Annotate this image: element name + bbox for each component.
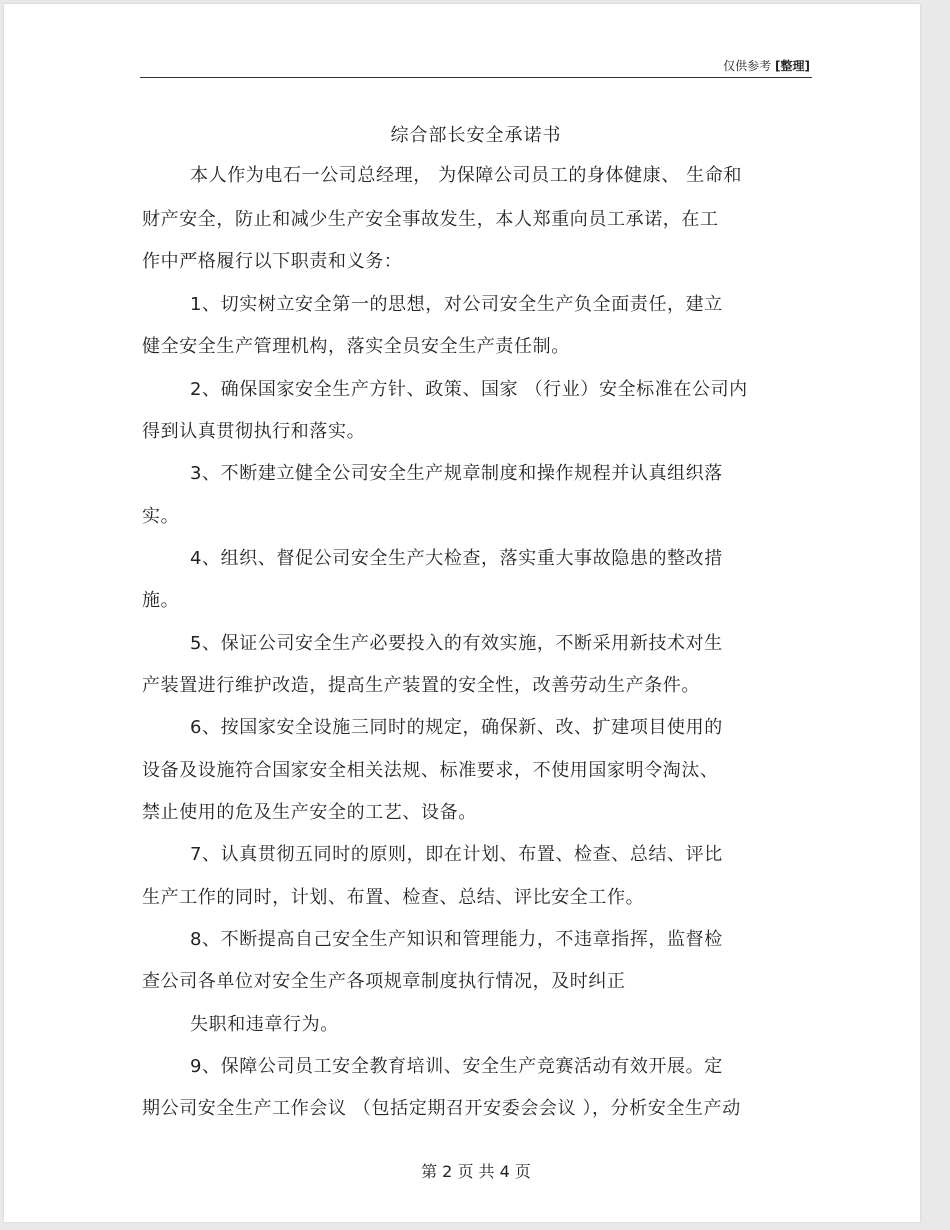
body-line: 2、确保国家安全生产方针、政策、国家 （行业）安全标准在公司内 bbox=[190, 379, 748, 400]
header-tag: [整理] bbox=[775, 59, 810, 73]
body-line: 生产工作的同时，计划、布置、检查、总结、评比安全工作。 bbox=[142, 887, 645, 908]
body-line: 本人作为电石一公司总经理， 为保障公司员工的身体健康、 生命和 bbox=[190, 165, 743, 186]
body-line: 禁止使用的危及生产安全的工艺、设备。 bbox=[142, 802, 477, 823]
header-divider bbox=[140, 77, 812, 78]
body-line: 7、认真贯彻五同时的原则，即在计划、布置、检查、总结、评比 bbox=[190, 844, 723, 865]
body-line: 6、按国家安全设施三同时的规定，确保新、改、扩建项目使用的 bbox=[190, 717, 723, 738]
body-line: 3、不断建立健全公司安全生产规章制度和操作规程并认真组织落 bbox=[190, 463, 723, 484]
body-line: 产装置进行维护改造，提高生产装置的安全性，改善劳动生产条件。 bbox=[142, 675, 700, 696]
body-line: 期公司安全生产工作会议 （包括定期召开安委会会议 ），分析安全生产动 bbox=[142, 1098, 741, 1119]
body-line: 作中严格履行以下职责和义务： bbox=[142, 251, 403, 272]
document-page bbox=[4, 4, 920, 1222]
body-line: 实。 bbox=[142, 506, 180, 527]
body-line: 9、保障公司员工安全教育培训、安全生产竞赛活动有效开展。定 bbox=[190, 1056, 723, 1077]
header-note bbox=[604, 57, 810, 74]
header-note-text: 仅供参考 bbox=[723, 59, 772, 73]
body-line: 健全安全生产管理机构，落实全员安全生产责任制。 bbox=[142, 336, 570, 357]
body-line: 失职和违章行为。 bbox=[190, 1014, 339, 1035]
body-line: 施。 bbox=[142, 590, 180, 611]
document-title: 综合部长安全承诺书 bbox=[390, 125, 562, 146]
body-line: 查公司各单位对安全生产各项规章制度执行情况，及时纠正 bbox=[142, 971, 626, 992]
body-line: 8、不断提高自己安全生产知识和管理能力，不违章指挥，监督检 bbox=[190, 929, 723, 950]
body-line: 5、保证公司安全生产必要投入的有效实施，不断采用新技术对生 bbox=[190, 633, 723, 654]
body-line: 4、组织、督促公司安全生产大检查，落实重大事故隐患的整改措 bbox=[190, 548, 723, 569]
body-line: 财产安全，防止和减少生产安全事故发生，本人郑重向员工承诺，在工 bbox=[142, 209, 719, 230]
body-line: 得到认真贯彻执行和落实。 bbox=[142, 421, 366, 442]
body-line: 设备及设施符合国家安全相关法规、标准要求，不使用国家明令淘汰、 bbox=[142, 760, 719, 781]
body-line: 1、切实树立安全第一的思想，对公司安全生产负全面责任，建立 bbox=[190, 294, 723, 315]
page-number-footer: 第 2 页 共 4 页 bbox=[421, 1162, 531, 1181]
